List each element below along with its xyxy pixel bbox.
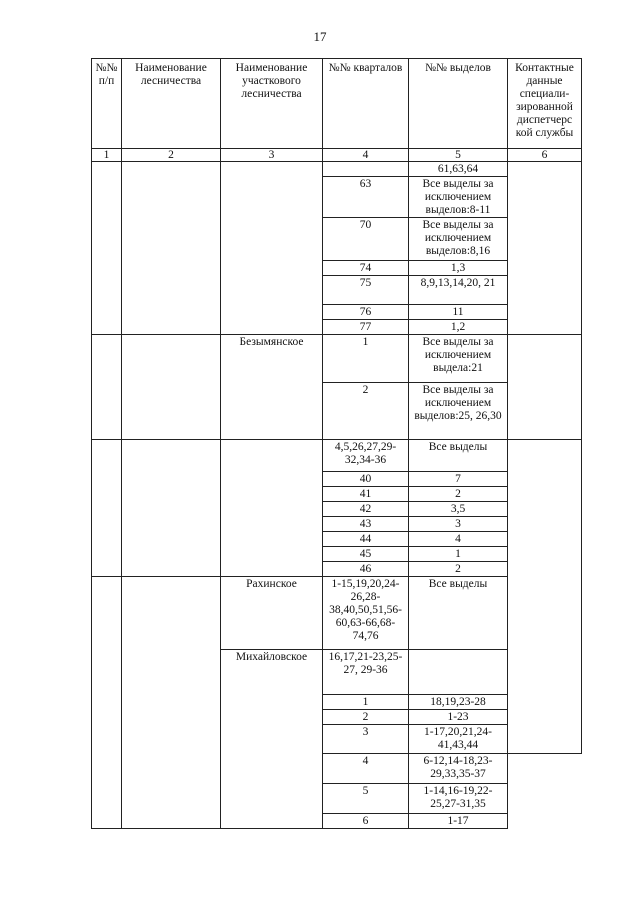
- parcels-cell: Все выделы: [409, 577, 508, 650]
- quarter-cell: 45: [323, 547, 409, 562]
- parcels-cell: 7: [409, 472, 508, 487]
- quarter-cell: 77: [323, 320, 409, 335]
- column-number: 2: [122, 149, 221, 162]
- parcels-cell: 1: [409, 547, 508, 562]
- quarter-cell: 3: [323, 725, 409, 754]
- quarter-cell: 4,5,26,27,29-32,34-36: [323, 440, 409, 472]
- parcels-cell: 1-17,20,21,24-41,43,44: [409, 725, 508, 754]
- quarter-cell: 1: [323, 695, 409, 710]
- quarter-cell: 6: [323, 814, 409, 829]
- header-contacts: Контактные данные специали-зированной диспетчерс кой службы: [508, 59, 582, 149]
- header-parcels: №№ выделов: [409, 59, 508, 149]
- quarter-cell: [323, 162, 409, 177]
- header-forestry: Наименование лесничества: [122, 59, 221, 149]
- quarter-cell: 75: [323, 276, 409, 305]
- parcels-cell: 6-12,14-18,23-29,33,35-37: [409, 754, 508, 784]
- parcels-cell: Все выделы за исключением выдела:21: [409, 335, 508, 383]
- table-row: [92, 440, 582, 472]
- column-number: 1: [92, 149, 122, 162]
- contacts-cell: [508, 162, 582, 335]
- parcels-cell: 2: [409, 487, 508, 502]
- column-number: 6: [508, 149, 582, 162]
- parcels-cell: Все выделы за исключением выделов:8-11: [409, 177, 508, 218]
- index-cell: [92, 577, 122, 829]
- parcels-cell: Все выделы: [409, 440, 508, 472]
- forestry-cell: [122, 162, 221, 335]
- parcels-cell: 1-17: [409, 814, 508, 829]
- parcels-cell: 1,3: [409, 261, 508, 276]
- parcels-cell: 18,19,23-28: [409, 695, 508, 710]
- header-index: №№ п/п: [92, 59, 122, 149]
- district-cell: Михайловское: [221, 650, 323, 829]
- forest-districts-table: [91, 58, 582, 829]
- parcels-cell: 61,63,64: [409, 162, 508, 177]
- district-cell: [221, 440, 323, 577]
- parcels-cell: 1-14,16-19,22-25,27-31,35: [409, 784, 508, 814]
- contacts-cell: [508, 440, 582, 754]
- forestry-cell: [122, 335, 221, 440]
- parcels-cell: Все выделы за исключением выделов:8,16: [409, 218, 508, 261]
- quarter-cell: 2: [323, 710, 409, 725]
- column-numbers-row: [92, 149, 582, 162]
- parcels-cell: 4: [409, 532, 508, 547]
- quarter-cell: 1-15,19,20,24-26,28-38,40,50,51,56-60,63-66,68-74,76: [323, 577, 409, 650]
- contacts-cell: [508, 335, 582, 440]
- quarter-cell: 41: [323, 487, 409, 502]
- parcels-cell: 8,9,13,14,20, 21: [409, 276, 508, 305]
- page-number: 17: [313, 29, 327, 44]
- parcels-cell: 11: [409, 305, 508, 320]
- parcels-cell: 3: [409, 517, 508, 532]
- forestry-cell: [122, 577, 221, 829]
- quarter-cell: 76: [323, 305, 409, 320]
- index-cell: [92, 335, 122, 440]
- column-number: 3: [221, 149, 323, 162]
- quarter-cell: 42: [323, 502, 409, 517]
- quarter-cell: 40: [323, 472, 409, 487]
- table-header-row: [92, 59, 582, 149]
- quarter-cell: 70: [323, 218, 409, 261]
- quarter-cell: 4: [323, 754, 409, 784]
- forestry-cell: [122, 440, 221, 577]
- quarter-cell: 43: [323, 517, 409, 532]
- column-number: 4: [323, 149, 409, 162]
- parcels-cell: [409, 650, 508, 695]
- header-district-forestry: Наименование участкового лесничества: [221, 59, 323, 149]
- parcels-cell: 3,5: [409, 502, 508, 517]
- quarter-cell: 1: [323, 335, 409, 383]
- quarter-cell: 46: [323, 562, 409, 577]
- parcels-cell: 2: [409, 562, 508, 577]
- quarter-cell: 5: [323, 784, 409, 814]
- index-cell: [92, 162, 122, 335]
- parcels-cell: 1,2: [409, 320, 508, 335]
- quarter-cell: 16,17,21-23,25-27, 29-36: [323, 650, 409, 695]
- index-cell: [92, 440, 122, 577]
- district-cell: [221, 162, 323, 335]
- quarter-cell: 2: [323, 383, 409, 440]
- table-row: [92, 335, 582, 383]
- column-number: 5: [409, 149, 508, 162]
- table-row: [92, 162, 582, 177]
- district-cell: Рахинское: [221, 577, 323, 650]
- header-quarters: №№ кварталов: [323, 59, 409, 149]
- quarter-cell: 63: [323, 177, 409, 218]
- parcels-cell: 1-23: [409, 710, 508, 725]
- quarter-cell: 44: [323, 532, 409, 547]
- parcels-cell: Все выделы за исключением выделов:25, 26,30: [409, 383, 508, 440]
- quarter-cell: 74: [323, 261, 409, 276]
- district-cell: Безымянское: [221, 335, 323, 440]
